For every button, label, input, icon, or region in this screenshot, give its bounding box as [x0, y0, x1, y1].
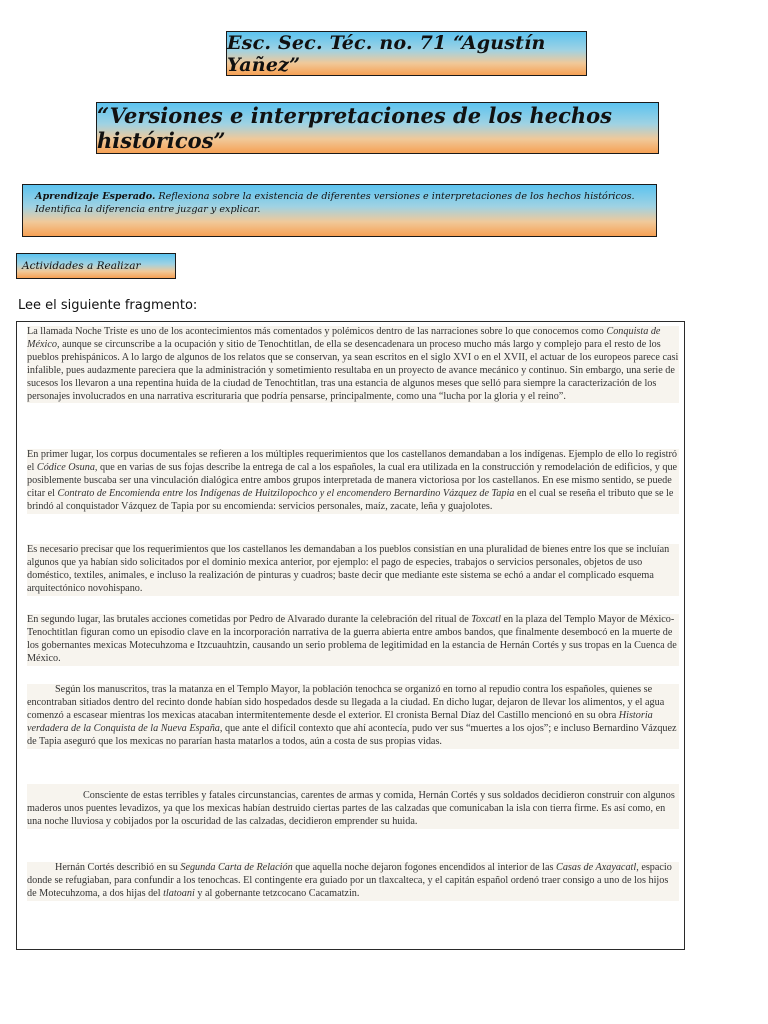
activities-box — [16, 253, 176, 279]
objective-text: Reflexiona sobre la existencia de diferentes versiones e interpretaciones de los hechos históricos. — [155, 191, 635, 202]
paragraph-6: Consciente de estas terribles y fatales circunstancias, carentes de armas y comida, Hernán Cortés y sus soldados decidieron construir con algunos maderos unos puentes levadizos, ya que los mexicas habían destruido ciertas partes de las calzadas que comunicaban la isla con tierra firme. Es así como, en una noche lluviosa y cobijados por la oscuridad de las calzadas, decidieron emprender su huida. — [27, 784, 679, 829]
learning-objective-box — [22, 184, 657, 237]
document-title: “Versiones e interpretaciones de los hechos históricos” — [97, 103, 613, 153]
paragraph-3: Es necesario precisar que los requerimientos que los castellanos les demandaban a los pueblos consistían en una pluralidad de bienes entre los que se incluían algunos que ya habían sido solicitados por el dominio mexica anterior, por ejemplo: el pago de especies, trabajos o servicios personales, objetos de uso doméstico, textiles, animales, e incluso la realización de pinturas y cuadros; baste decir que mediante este sistema se echó a andar el complicado esquema arquitectónico novohispano. — [27, 544, 679, 596]
objective-line-2: Identifica la diferencia entre juzgar y explicar. — [35, 204, 261, 215]
paragraph-7: Hernán Cortés describió en su Segunda Carta de Relación que aquella noche dejaron fogones encendidos al interior de las Casas de Axayacatl, espacio donde se refugiaban, para confundir a los tenochcas. El contingente era guiado por un tlaxcalteca, y el capitán español ordenó traer consigo a uno de los hijos de Motecuhzoma, a dos hijas del tlatoani y al gobernante tetzcocano Cacamatzin. — [27, 862, 679, 901]
objective-label: Aprendizaje Esperado. — [35, 191, 156, 202]
text-fragment-box — [16, 321, 685, 950]
instruction-text: Lee el siguiente fragmento: — [18, 298, 198, 313]
paragraph-4: En segundo lugar, las brutales acciones cometidas por Pedro de Alvarado durante la celebración del ritual de Toxcatl en la plaza del Templo Mayor de México-Tenochtitlan figuran como un episodio clave en la incorporación narrativa de la guerra abierta entre ambos bandos, que finalmente desembocó en la muerte de los gobernantes mexicas Motecuhzoma e Itzcuauhtzin, causando un serio problema de legitimidad en la estancia de Hernán Cortés y sus tropas en la Cuenca de México. — [27, 614, 679, 666]
paragraph-5: Según los manuscritos, tras la matanza en el Templo Mayor, la población tenochca se organizó en torno al repudio contra los españoles, quienes se encontraban sitiados dentro del recinto donde habían sido hospedados desde su llegada a la ciudad. En dicho lugar, dejaron de llevar los alimentos, y el agua comenzó a escasear mientras los mexicas atacaban intermitentemente desde el exterior. El cronista Bernal Díaz del Castillo mencionó en su obra Historia verdadera de la Conquista de la Nueva España, que ante el difícil contexto que ahí acontecía, pudo ver sus “muertes a los ojos”; e incluso Bernardino Vázquez de Tapia aseguró que los mexicas no pararían hasta matarlos a todos, aún a costa de sus propias vidas. — [27, 684, 679, 749]
school-name: Esc. Sec. Téc. no. 71 “Agustín Yañez” — [227, 31, 546, 76]
paragraph-1: La llamada Noche Triste es uno de los acontecimientos más comentados y polémicos dentro de las narraciones sobre lo que conocemos como Conquista de México, aunque se circunscribe a la ocupación y sitio de Tenochtitlan, de ella se desencadenara un proceso mucho más largo y complejo para el resto de los pueblos prehispánicos. A lo largo de algunos de los relatos que se conservan, ya sean escritos en el siglo XVI o en el XVII, el actuar de los europeos parece casi infalible, pues audazmente pareciera que la administración y sometimiento resultaba en un proyecto de avance mecánico y continuo. Sin embargo, una serie de sucesos los llevaron a una repentina huida de la ciudad de Tenochtitlan, tras una estancia de algunos meses que selló para siempre la caracterización de los personajes involucrados en una narrativa escrituraria que podría pensarse, principalmente, como una “lucha por la gloria y el reino”. — [27, 326, 679, 402]
activities-label: Actividades a Realizar — [22, 260, 141, 272]
school-name-banner — [226, 31, 587, 76]
objective-line-1 — [35, 190, 644, 203]
paragraph-2: En primer lugar, los corpus documentales se refieren a los múltiples requerimientos que los castellanos demandaban a los indígenas. Ejemplo de ello lo registró el Códice Osuna, que en varias de sus fojas describe la entrega de cal a los españoles, la cual era utilizada en la construcción y remodelación de edificios, y que posiblemente buscaba ser una vinculación dialógica entre ambos grupos interpretada de manera victoriosa por los castellanos. En ese mismo sentido, se puede citar el Contrato de Encomienda entre los Indígenas de Huitzilopochco y el encomendero Bernardino Vázquez de Tapia en el cual se reseña el tributo que se le brindó al conquistador Vázquez de Tapia por su encomienda: servicios personales, maíz, zacate, leña y guajolotes. — [27, 449, 678, 512]
title-banner — [96, 102, 659, 154]
